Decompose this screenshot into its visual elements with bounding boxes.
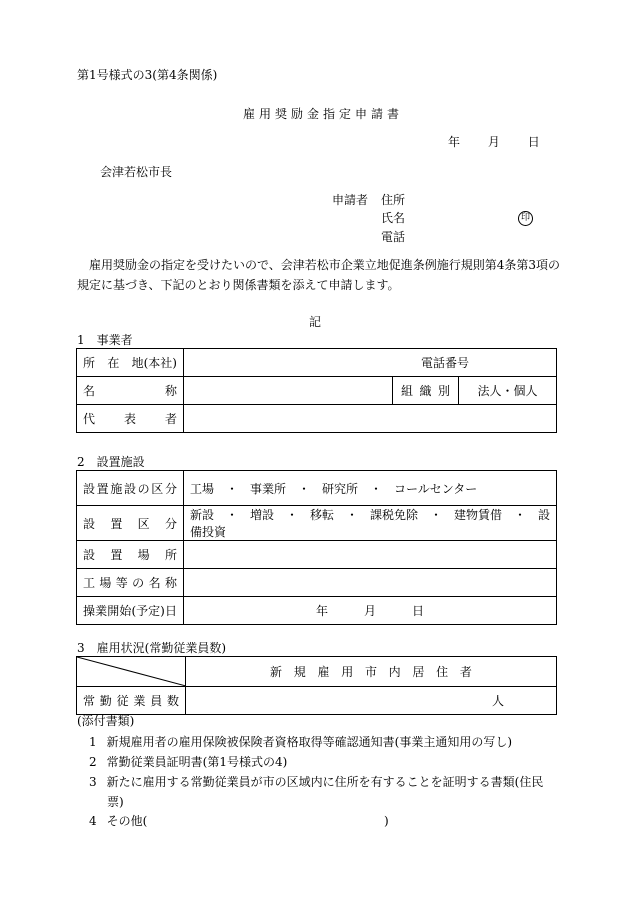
form-number: 第1号様式の3(第4条関係) <box>77 68 218 82</box>
attachments-heading: (添付書類) <box>77 714 135 728</box>
applicant-label: 申請者 <box>332 193 369 207</box>
business-table <box>76 348 557 433</box>
name-value[interactable] <box>184 377 393 405</box>
date-year: 年 <box>448 135 461 149</box>
date-day: 日 <box>527 135 540 149</box>
facility-category-options[interactable]: 工場 ・ 事業所 ・ 研究所 ・ コールセンター <box>184 471 557 506</box>
fulltime-employees-value[interactable] <box>186 687 557 715</box>
attachment-item-3: 3 新たに雇用する常勤従業員が市の区域内に住所を有することを証明する書類(住民 <box>89 775 544 789</box>
org-type-label: 組 織 別 <box>393 377 459 405</box>
factory-name-value[interactable] <box>184 569 557 597</box>
section1-heading: 1 事業者 <box>77 333 133 347</box>
fulltime-employees-label: 常 勤 従 業 員 数 <box>77 687 186 715</box>
attachment-item-4-close: ) <box>384 814 389 828</box>
document-title: 雇用奨励金指定申請書 <box>243 107 404 121</box>
installation-place-label: 設 置 場 所 <box>77 541 184 569</box>
new-hire-resident-header: 新 規 雇 用 市 内 居 住 者 <box>186 657 557 687</box>
ki-heading: 記 <box>309 315 322 329</box>
factory-name-label: 工 場 等 の 名 称 <box>77 569 184 597</box>
installation-place-value[interactable] <box>184 541 557 569</box>
unit-person: 人 <box>492 694 505 708</box>
seal-mark: 印 <box>518 210 533 226</box>
applicant-address-label: 住所 <box>381 193 406 207</box>
location-value[interactable] <box>184 349 557 377</box>
facility-table <box>76 470 557 625</box>
name-label: 名 称 <box>77 377 184 405</box>
body-line-1: 雇用奨励金の指定を受けたいので、会津若松市企業立地促進条例施行規則第4条第3項の <box>89 258 561 272</box>
operation-start-value[interactable]: 年 月 日 <box>184 597 557 625</box>
section3-heading: 3 雇用状況(常勤従業員数) <box>77 641 226 655</box>
diagonal-line <box>77 657 186 686</box>
date-line <box>448 136 540 148</box>
section2-heading: 2 設置施設 <box>77 455 145 469</box>
operation-start-label: 操 業 開 始 (予定) 日 <box>77 597 184 625</box>
facility-category-label: 設 置 施 設 の 区 分 <box>77 471 184 506</box>
installation-type-label: 設 置 区 分 <box>77 506 184 541</box>
date-month: 月 <box>487 135 500 149</box>
attachment-item-2: 2 常勤従業員証明書(第1号様式の4) <box>89 755 288 769</box>
body-line-2: 規定に基づき、下記のとおり関係書類を添えて申請します。 <box>77 278 400 292</box>
employment-table <box>76 656 557 715</box>
diagonal-header-cell <box>77 657 186 687</box>
attachment-item-1: 1 新規雇用者の雇用保険被保険者資格取得等確認通知書(事業主通知用の写し) <box>89 735 513 749</box>
attachment-item-4: 4 その他( <box>89 814 148 828</box>
location-label: 所 在 地(本社) <box>77 349 184 377</box>
addressee: 会津若松市長 <box>100 165 173 179</box>
representative-value[interactable] <box>184 405 557 433</box>
phone-number-label: 電話番号 <box>421 356 470 370</box>
org-type-value[interactable]: 法人・個人 <box>459 377 557 405</box>
attachment-item-3-cont: 票) <box>107 795 124 809</box>
installation-type-options[interactable]: 新設 ・ 増設 ・ 移転 ・ 課税免除 ・ 建物賃借 ・ 設備投資 <box>184 506 557 541</box>
applicant-phone-label: 電話 <box>381 230 406 244</box>
representative-label: 代 表 者 <box>77 405 184 433</box>
applicant-name-label: 氏名 <box>381 211 406 225</box>
